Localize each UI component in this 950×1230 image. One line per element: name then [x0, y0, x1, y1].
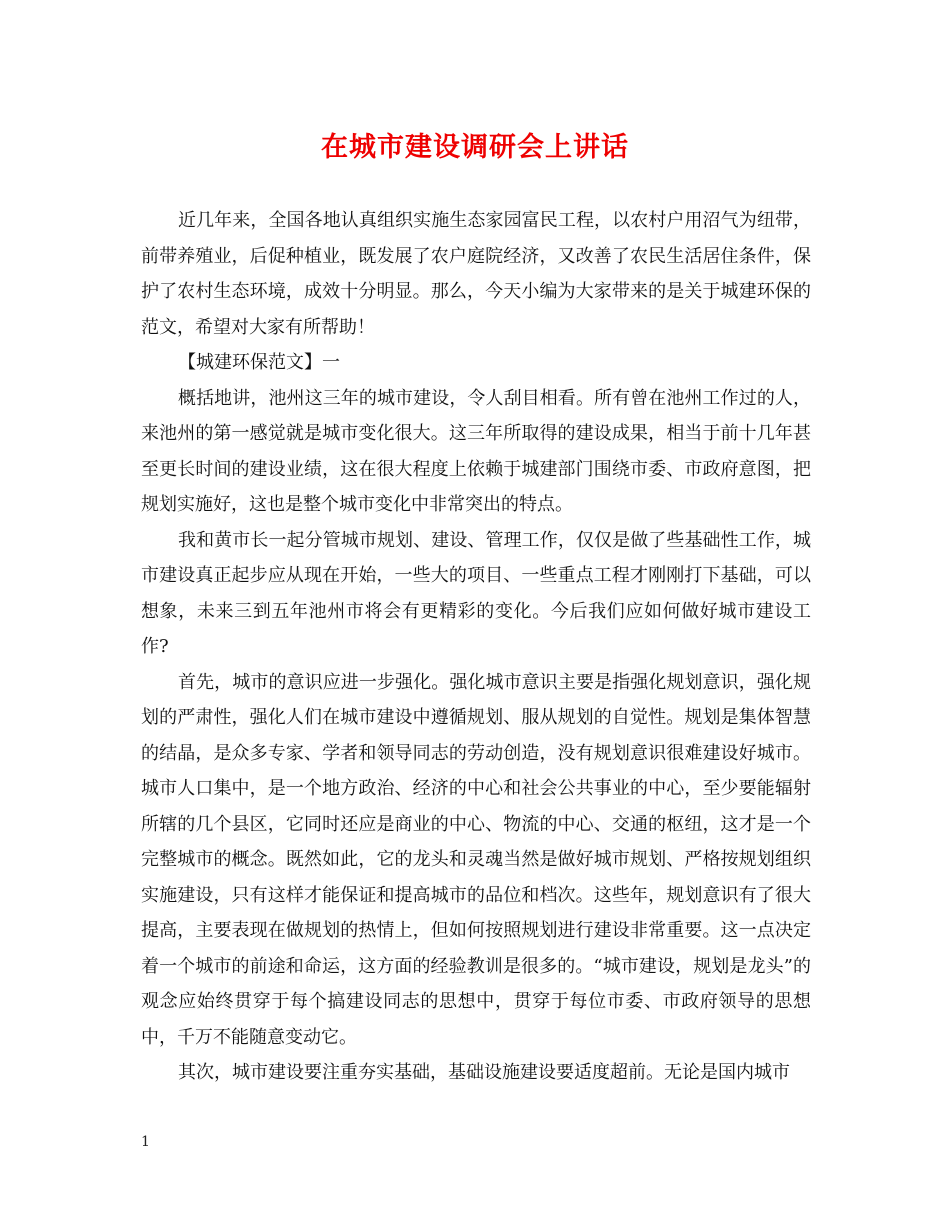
document-body [141, 203, 811, 1091]
page-number: 1 [141, 1134, 150, 1150]
paragraph-overview: 概括地讲，池州这三年的城市建设，令人刮目相看。所有曾在池州工作过的人，来池州的第一感觉就是城市变化很大。这三年所取得的建设成果，相当于前十几年甚至更长时间的建设业绩，这在很大程度上依赖于城建部门围绕市委、市政府意图，把规划实施好，这也是整个城市变化中非常突出的特点。 [141, 387, 811, 515]
document-title: 在城市建设调研会上讲话 [321, 132, 629, 163]
paragraph-intro: 近几年来，全国各地认真组织实施生态家园富民工程，以农村户用沼气为纽带，前带养殖业，后促种植业，既发展了农户庭院经济，又改善了农民生活居住条件，保护了农村生态环境，成效十分明显。那么，今天小编为大家带来的是关于城建环保的范文，希望对大家有所帮助！ [141, 210, 811, 338]
paragraph-second: 其次，城市建设要注重夯实基础，基础设施建设要适度超前。无论是国内城市 [178, 1062, 790, 1083]
section-heading: 【城建环保范文】一 [178, 352, 340, 373]
paragraph-first: 首先，城市的意识应进一步强化。强化城市意识主要是指强化规划意识，强化规划的严肃性，强化人们在城市建设中遵循规划、服从规划的自觉性。规划是集体智慧的结晶，是众多专家、学者和领导同志的劳动创造，没有规划意识很难建设好城市。城市人口集中，是一个地方政治、经济的中心和社会公共事业的中心，至少要能辐射所辖的几个县区，它同时还应是商业的中心、物流的中心、交通的枢纽，这才是一个完整城市的概念。既然如此，它的龙头和灵魂当然是做好城市规划、严格按规划组织实施建设，只有这样才能保证和提高城市的品位和档次。这些年，规划意识有了很大提高，主要表现在做规划的热情上，但如何按照规划进行建设非常重要。这一点决定着一个城市的前途和命运，这方面的经验教训是很多的。“城市建设，规划是龙头”的观念应始终贯穿于每个搞建设同志的思想中，贯穿于每位市委、市政府领导的思想中，千万不能随意变动它。 [141, 671, 811, 1048]
paragraph-work: 我和黄市长一起分管城市规划、建设、管理工作，仅仅是做了些基础性工作，城市建设真正起步应从现在开始，一些大的项目、一些重点工程才刚刚打下基础，可以想象，未来三到五年池州市将会有更精彩的变化。今后我们应如何做好城市建设工作? [141, 529, 811, 657]
